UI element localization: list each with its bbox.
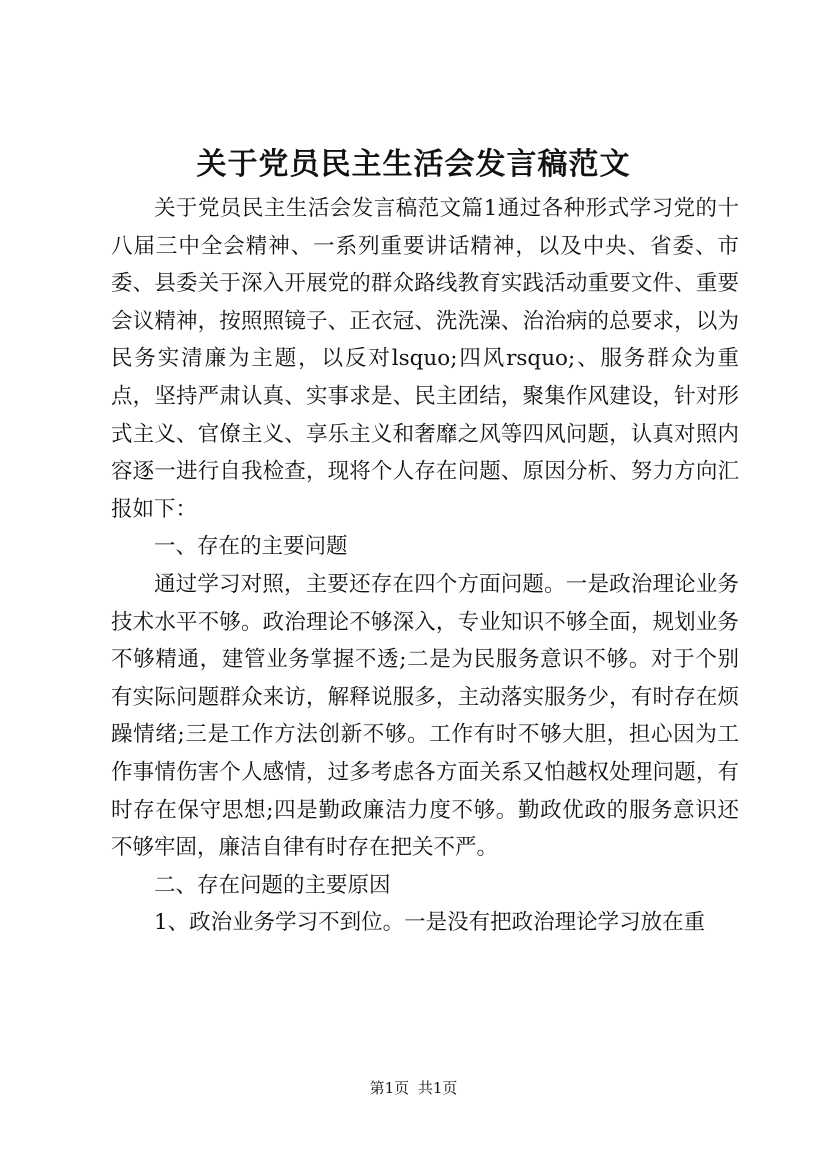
document-body: [111, 190, 739, 942]
page-number: 第1页: [369, 1079, 410, 1097]
body-paragraph-intro: 关于党员民主生活会发言稿范文篇1通过各种形式学习党的十八届三中全会精神、一系列重要讲话精神，以及中央、省委、市委、县委关于深入开展党的群众路线教育实践活动重要文件、重要会议精神，按照照镜子、正衣冠、洗洗澡、治治病的总要求，以为民务实清廉为主题，以反对lsquo;四风rsquo;、服务群众为重点，坚持严肃认真、实事求是、民主团结，聚集作风建设，针对形式主义、官僚主义、享乐主义和奢靡之风等四风问题，认真对照内容逐一进行自我检查，现将个人存在问题、原因分析、努力方向汇报如下：: [111, 196, 739, 522]
section-heading-causes: 二、存在问题的主要原因: [154, 872, 391, 898]
section-heading-problems: 一、存在的主要问题: [154, 534, 348, 560]
document-title: 关于党员民主生活会发言稿范文: [196, 147, 631, 182]
body-paragraph-causes: 1、政治业务学习不到位。一是没有把政治理论学习放在重: [154, 910, 706, 936]
body-paragraph-problems: 通过学习对照，主要还存在四个方面问题。一是政治理论业务技术水平不够。政治理论不够深入，专业知识不够全面，规划业务不够精通，建管业务掌握不透;二是为民服务意识不够。对于个别有实际问题群众来访，解释说服多，主动落实服务少，有时存在烦躁情绪;三是工作方法创新不够。工作有时不够大胆，担心因为工作事情伤害个人感情，过多考虑各方面关系又怕越权处理问题，有时存在保守思想;四是勤政廉洁力度不够。勤政优政的服务意识还不够牢固，廉洁自律有时存在把关不严。: [111, 571, 739, 861]
page-footer: [0, 1078, 827, 1098]
page-total: 共1页: [417, 1079, 458, 1097]
